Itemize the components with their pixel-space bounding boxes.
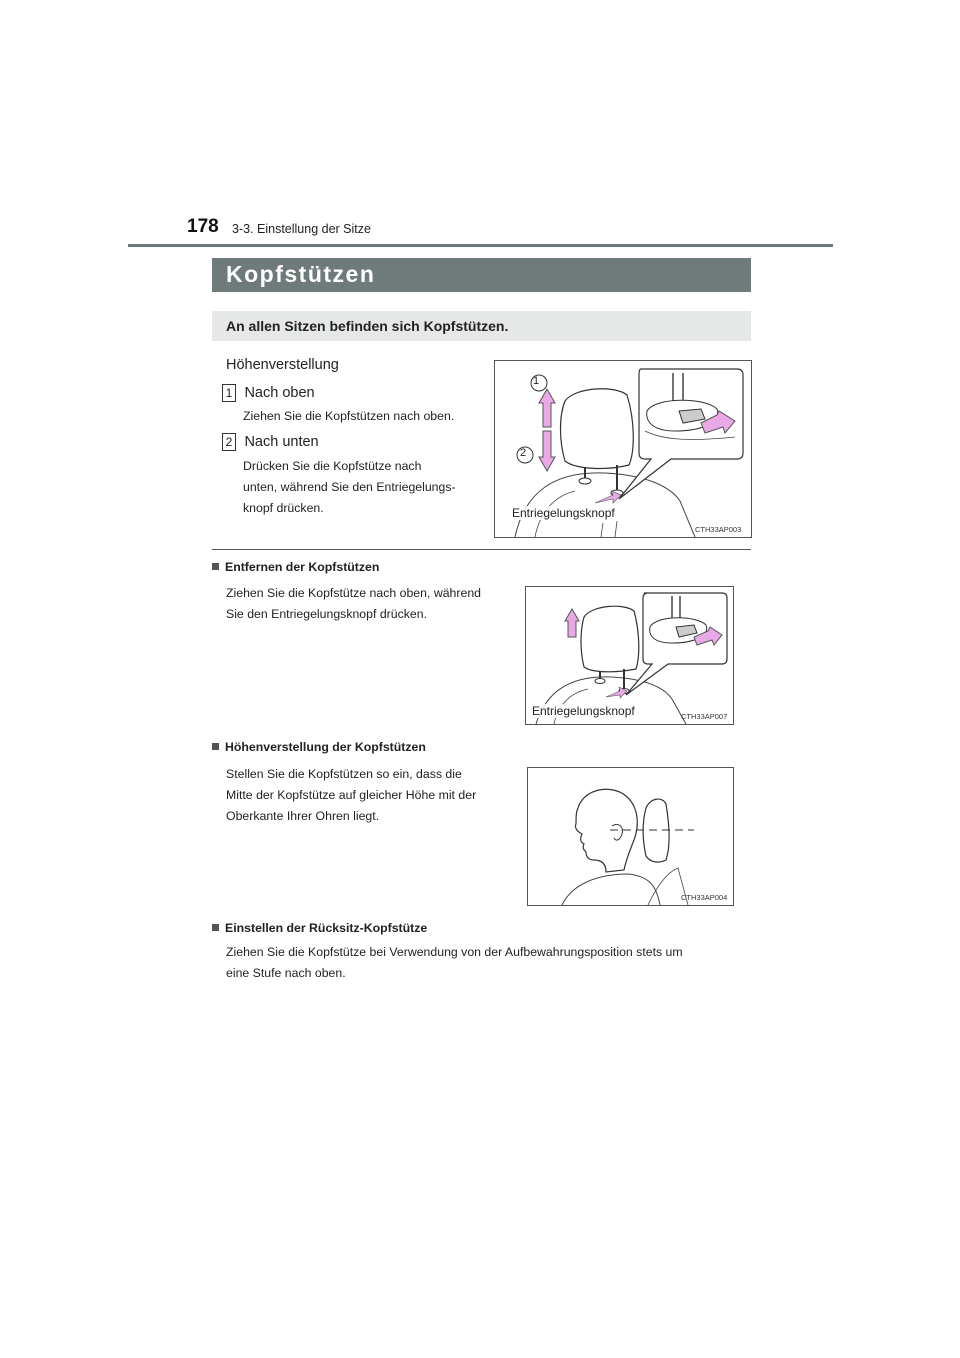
figure-headrest-height: [494, 360, 752, 538]
release-button-label: Entriegelungsknopf: [532, 704, 635, 718]
removal-line-1: Ziehen Sie die Kopfstütze nach oben, während: [226, 586, 481, 600]
removal-text: [226, 583, 481, 625]
removal-heading-text: Entfernen der Kopfstützen: [225, 560, 380, 574]
rear-seat-heading-text: Einstellen der Rücksitz-Kopfstütze: [225, 921, 428, 935]
height-setting-line-1: Stellen Sie die Kopfstützen so ein, dass die: [226, 767, 462, 781]
step-2-line-1: Drücken Sie die Kopfstütze nach: [243, 459, 422, 473]
height-setting-line-3: Oberkante Ihrer Ohren liegt.: [226, 809, 380, 823]
intro-text: An allen Sitzen befinden sich Kopfstützen.: [226, 318, 509, 334]
step-2-line-3: knopf drücken.: [243, 501, 324, 515]
bullet-square-icon: [212, 563, 219, 570]
step-number-1: 1: [222, 384, 236, 402]
chapter-title: 3-3. Einstellung der Sitze: [232, 222, 371, 236]
header-rule: [128, 244, 833, 247]
removal-heading: [212, 560, 379, 574]
figure-code: CTH33AP004: [681, 893, 728, 902]
step-1: [222, 384, 315, 402]
step-2-line-2: unten, während Sie den Entriegelungs-: [243, 480, 456, 494]
rear-seat-heading: [212, 921, 427, 935]
bullet-square-icon: [212, 924, 219, 931]
section-title-bar: [212, 258, 751, 292]
step-2-text: [243, 456, 480, 519]
height-setting-line-2: Mitte der Kopfstütze auf gleicher Höhe mit der: [226, 788, 477, 802]
figure-code: CTH33AP003: [695, 525, 742, 534]
callout-1: 1: [533, 375, 540, 387]
step-2-label: Nach unten: [244, 434, 319, 450]
height-adjust-heading: Höhenverstellung: [226, 357, 339, 373]
page-number: 178: [187, 216, 219, 237]
figure-head-position: [527, 767, 734, 906]
head-position-illustration: [528, 768, 733, 905]
step-number-2: 2: [222, 433, 236, 451]
callout-2: 2: [520, 447, 527, 459]
height-setting-heading-text: Höhenverstellung der Kopfstützen: [225, 740, 426, 754]
removal-line-2: Sie den Entriegelungsknopf drücken.: [226, 607, 427, 621]
step-1-text: Ziehen Sie die Kopfstützen nach oben.: [243, 409, 455, 423]
step-1-label: Nach oben: [244, 385, 315, 401]
page-title: Kopfstützen: [226, 261, 376, 287]
release-button-label: Entriegelungsknopf: [512, 506, 615, 520]
rear-seat-text: [226, 942, 747, 984]
section-divider: [212, 549, 751, 550]
rear-seat-line-2: eine Stufe nach oben.: [226, 966, 346, 980]
height-setting-text: [226, 764, 508, 827]
intro-box: [212, 311, 751, 341]
bullet-square-icon: [212, 743, 219, 750]
height-setting-heading: [212, 740, 426, 754]
figure-headrest-removal: [525, 586, 734, 725]
step-2: [222, 433, 319, 451]
rear-seat-line-1: Ziehen Sie die Kopfstütze bei Verwendung von der Aufbewahrungsposition stets um: [226, 945, 683, 959]
figure-code: CTH33AP007: [681, 712, 728, 721]
